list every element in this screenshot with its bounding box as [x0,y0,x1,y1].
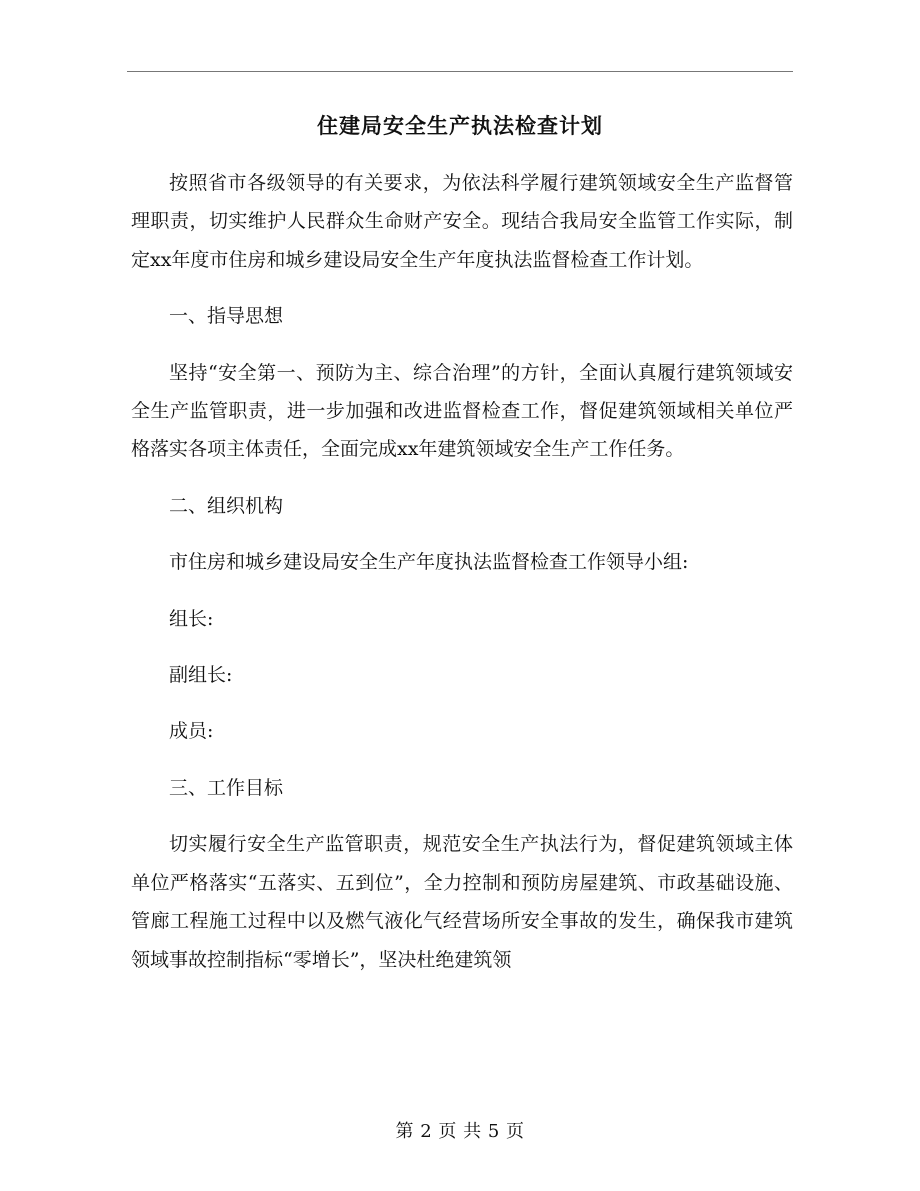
document-body [131,164,793,997]
page-number: 第 2 页 共 5 页 [395,1121,525,1142]
intro-paragraph: 按照省市各级领导的有关要求，为依法科学履行建筑领域安全生产监督管理职责，切实维护人民群众生命财产安全。现结合我局安全监管工作实际，制定xx年度市住房和城乡建设局安全生产年度执法监督检查工作计划。 [131,172,793,271]
section2-heading: 二、组织机构 [169,494,284,517]
section1-heading: 一、指导思想 [169,305,284,328]
section1-paragraph: 坚持“安全第一、预防为主、综合治理”的方针，全面认真履行建筑领域安全生产监管职责，进一步加强和改进监督检查工作，督促建筑领域相关单位严格落实各项主体责任，全面完成xx年建筑领域安全生产工作任务。 [131,361,793,461]
members-line: 成员: [169,720,214,743]
leader-line: 组长: [169,607,214,630]
header-rule [127,71,793,72]
section3-heading: 三、工作目标 [169,776,284,799]
deputy-leader-line: 副组长: [169,664,233,687]
section3-paragraph: 切实履行安全生产监管职责，规范安全生产执法行为，督促建筑领域主体单位严格落实“五落实、五到位”，全力控制和预防房屋建筑、市政基础设施、管廊工程施工过程中以及燃气液化气经营场所安全事故的发生，确保我市建筑领域事故控制指标“零增长”，坚决杜绝建筑领 [131,833,793,971]
page-title: 住建局安全生产执法检查计划 [317,113,603,138]
section2-paragraph: 市住房和城乡建设局安全生产年度执法监督检查工作领导小组: [169,551,689,574]
